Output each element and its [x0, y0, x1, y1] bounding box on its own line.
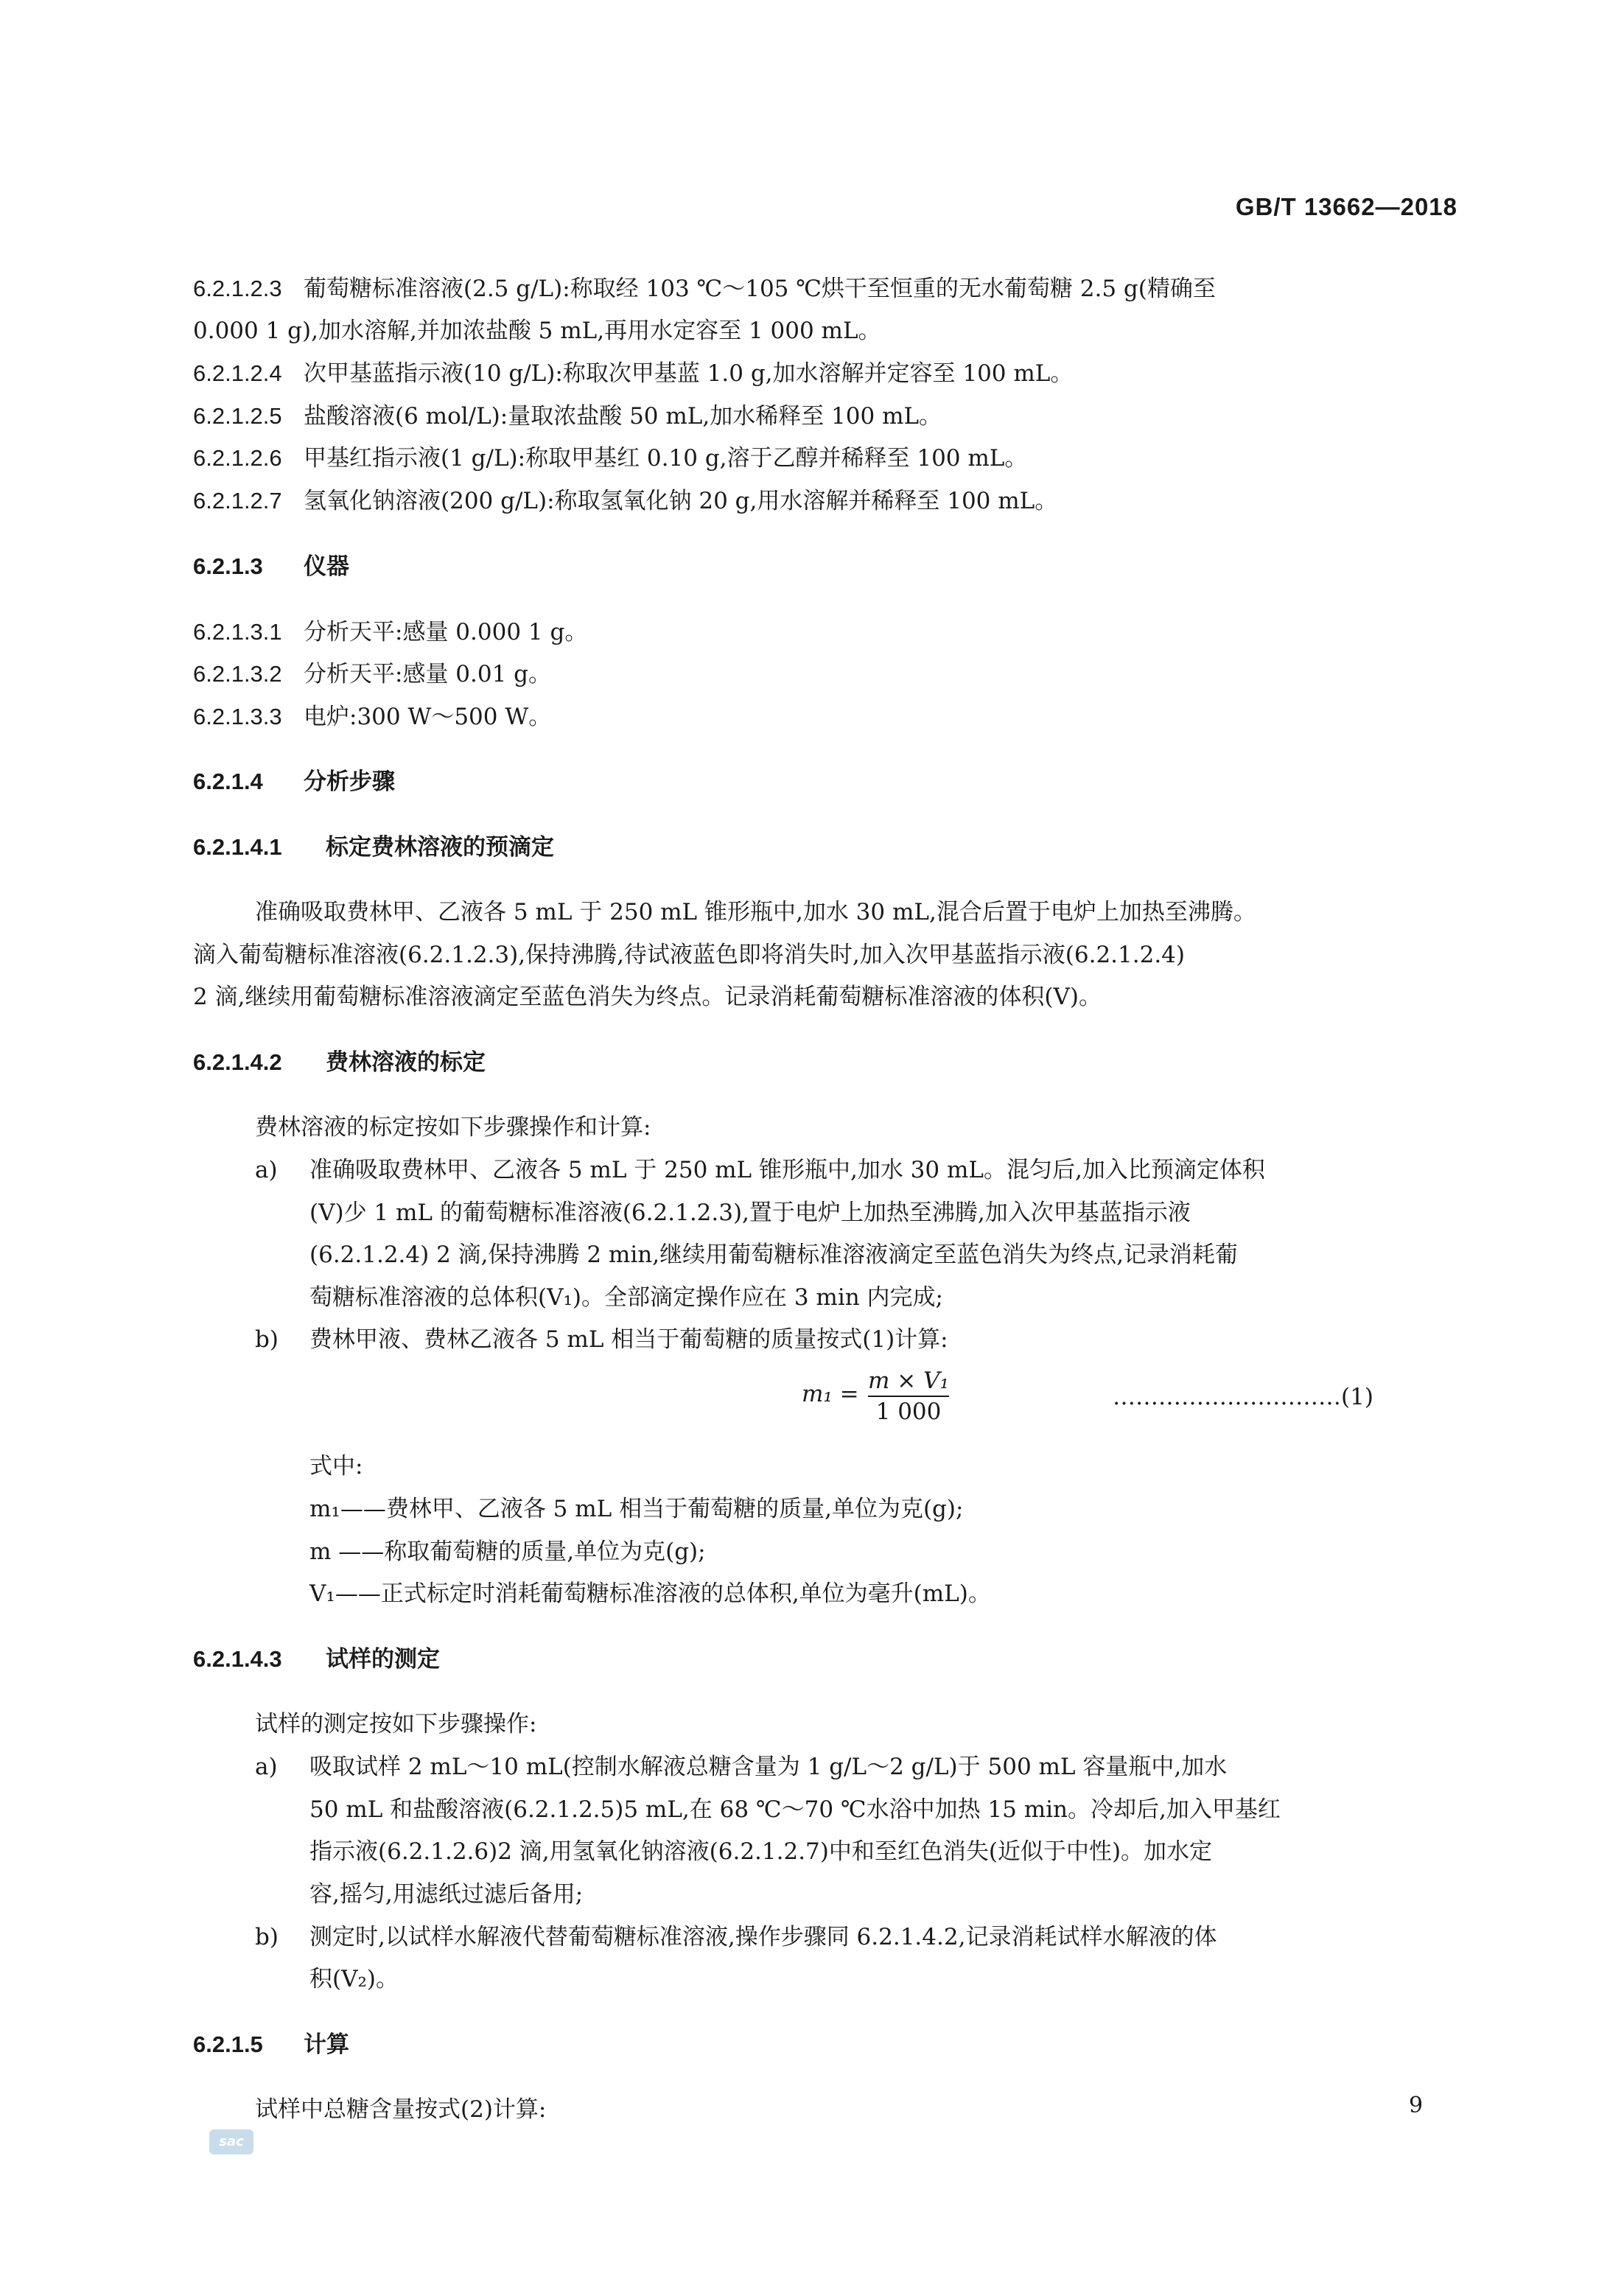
list-item-a: a) 准确吸取费林甲、乙液各 5 mL 于 250 mL 锥形瓶中,加水 30 mL。混匀后,加入比预滴定体积	[255, 1157, 1265, 1183]
paragraph-line: 费林溶液的标定按如下步骤操作和计算:	[255, 1114, 651, 1141]
list-item-a-line: 萄糖标准溶液的总体积(V₁)。全部滴定操作应在 3 min 内完成;	[309, 1284, 944, 1311]
page-number: 9	[1409, 2093, 1424, 2118]
formula-fraction	[868, 1368, 949, 1425]
clause-6-2-1-2-7: 6.2.1.2.7 氢氧化钠溶液(200 g/L):称取氢氧化钠 20 g,用水溶解并稀释至 100 mL。	[193, 488, 1058, 514]
definition-m1: m₁——费林甲、乙液各 5 mL 相当于葡萄糖的质量,单位为克(g);	[309, 1496, 964, 1522]
where-label: 式中:	[309, 1453, 363, 1480]
definition-v1: V₁——正式标定时消耗葡萄糖标准溶液的总体积,单位为毫升(mL)。	[309, 1580, 991, 1607]
list-item-a-line: 指示液(6.2.1.2.6)2 滴,用氢氧化钠溶液(6.2.1.2.7)中和至红色消失(近似于中性)。加水定	[309, 1838, 1213, 1865]
list-item-a-line: 容,摇匀,用滤纸过滤后备用;	[309, 1881, 584, 1908]
paragraph-line: 2 滴,继续用葡萄糖标准溶液滴定至蓝色消失为终点。记录消耗葡萄糖标准溶液的体积(V)。	[193, 984, 1102, 1010]
clause-6-2-1-3-3: 6.2.1.3.3 电炉:300 W～500 W。	[193, 704, 552, 730]
paragraph-line: 准确吸取费林甲、乙液各 5 mL 于 250 mL 锥形瓶中,加水 30 mL,混合后置于电炉上加热至沸腾。	[255, 899, 1256, 925]
formula-numerator: m × V₁	[868, 1368, 949, 1397]
list-item-b: b) 费林甲液、费林乙液各 5 mL 相当于葡萄糖的质量按式(1)计算:	[255, 1326, 948, 1353]
clause-6-2-1-2-5: 6.2.1.2.5 盐酸溶液(6 mol/L):量取浓盐酸 50 mL,加水稀释至 100 mL。	[193, 403, 942, 430]
heading-6-2-1-4-2: 6.2.1.4.2 费林溶液的标定	[193, 1049, 486, 1076]
list-item-a-line: (6.2.1.2.4) 2 滴,保持沸腾 2 min,继续用葡萄糖标准溶液滴定至蓝色消失为终点,记录消耗葡	[309, 1242, 1238, 1268]
sac-logo-icon: sac	[209, 2129, 253, 2154]
heading-6-2-1-3: 6.2.1.3 仪器	[193, 553, 349, 580]
heading-6-2-1-5: 6.2.1.5 计算	[193, 2031, 349, 2058]
definition-m: m ——称取葡萄糖的质量,单位为克(g);	[309, 1538, 706, 1565]
list-item-a-line: 50 mL 和盐酸溶液(6.2.1.2.5)5 mL,在 68 ℃～70 ℃水浴中加热 15 min。冷却后,加入甲基红	[309, 1796, 1281, 1823]
list-item-a: a) 吸取试样 2 mL～10 mL(控制水解液总糖含量为 1 g/L～2 g/L)于 500 mL 容量瓶中,加水	[255, 1754, 1228, 1780]
heading-6-2-1-4-3: 6.2.1.4.3 试样的测定	[193, 1646, 440, 1673]
formula-lhs: m₁ =	[802, 1381, 859, 1407]
clause-6-2-1-2-6: 6.2.1.2.6 甲基红指示液(1 g/L):称取甲基红 0.10 g,溶于乙醇并稀释至 100 mL。	[193, 445, 1028, 472]
heading-6-2-1-4: 6.2.1.4 分析步骤	[193, 769, 395, 795]
list-item-b: b) 测定时,以试样水解液代替葡萄糖标准溶液,操作步骤同 6.2.1.4.2,记录消耗试样水解液的体	[255, 1924, 1217, 1950]
clause-6-2-1-3-1: 6.2.1.3.1 分析天平:感量 0.000 1 g。	[193, 619, 588, 645]
list-item-b-line: 积(V₂)。	[309, 1966, 399, 1992]
clause-6-2-1-3-2: 6.2.1.3.2 分析天平:感量 0.01 g。	[193, 661, 552, 687]
paragraph-line: 试样中总糖含量按式(2)计算:	[255, 2096, 547, 2123]
paragraph-line: 试样的测定按如下步骤操作:	[255, 1711, 537, 1737]
formula-denominator: 1 000	[875, 1398, 942, 1425]
standard-number: GB/T 13662—2018	[1235, 193, 1457, 220]
clause-6-2-1-2-4: 6.2.1.2.4 次甲基蓝指示液(10 g/L):称取次甲基蓝 1.0 g,加水溶解并定容至 100 mL。	[193, 360, 1074, 387]
equation-number: …………………………(1)	[1113, 1384, 1373, 1410]
clause-6-2-1-2-3: 6.2.1.2.3 葡萄糖标准溶液(2.5 g/L):称取经 103 ℃～105 ℃烘干至恒重的无水葡萄糖 2.5 g(精确至	[193, 276, 1216, 302]
paragraph-line: 滴入葡萄糖标准溶液(6.2.1.2.3),保持沸腾,待试液蓝色即将消失时,加入次甲基蓝指示液(6.2.1.2.4)	[193, 942, 1185, 968]
list-item-a-line: (V)少 1 mL 的葡萄糖标准溶液(6.2.1.2.3),置于电炉上加热至沸腾,加入次甲基蓝指示液	[309, 1200, 1191, 1226]
clause-6-2-1-2-3-cont: 0.000 1 g),加水溶解,并加浓盐酸 5 mL,再用水定容至 1 000 mL。	[193, 318, 881, 344]
heading-6-2-1-4-1: 6.2.1.4.1 标定费林溶液的预滴定	[193, 834, 554, 861]
